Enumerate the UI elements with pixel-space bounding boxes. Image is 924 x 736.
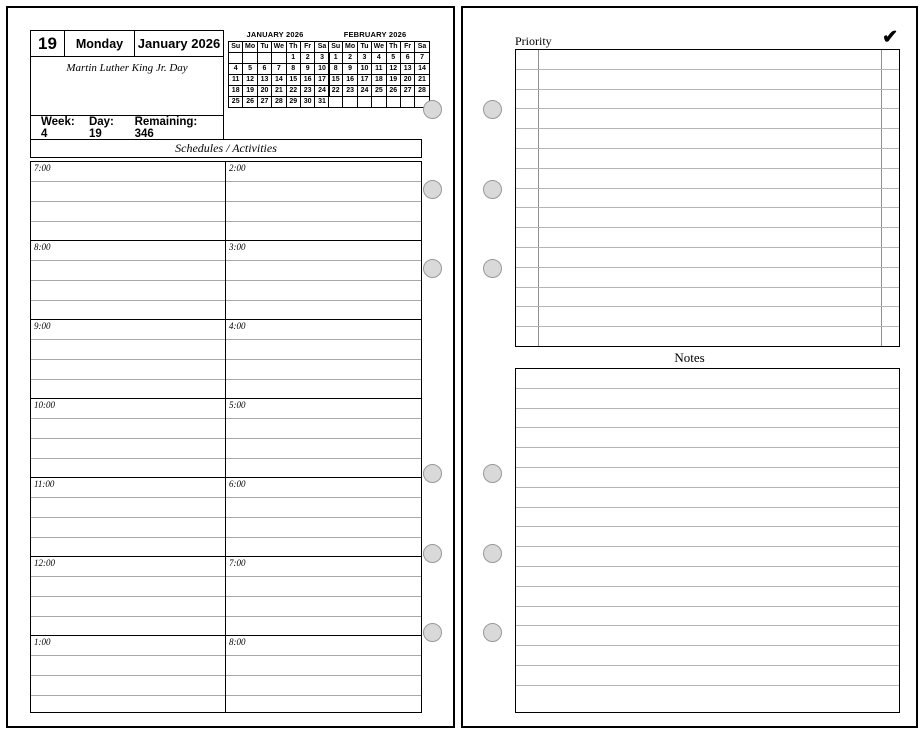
mini-day-cell[interactable]: 26 xyxy=(386,86,400,97)
mini-calendar-week-row xyxy=(229,97,330,108)
mini-day-cell[interactable]: 6 xyxy=(257,64,271,75)
hour-rule xyxy=(31,596,225,597)
binder-ring xyxy=(423,464,442,483)
note-row[interactable] xyxy=(516,587,899,607)
mini-day-cell xyxy=(386,97,400,108)
hour-rule xyxy=(31,221,225,222)
schedule-column-morning xyxy=(31,162,226,712)
week-day-remaining xyxy=(31,115,223,139)
mini-day-cell[interactable]: 4 xyxy=(372,53,386,64)
mini-calendar-week-row xyxy=(229,86,330,97)
hour-rule xyxy=(226,695,421,696)
mini-day-cell[interactable]: 31 xyxy=(315,97,329,108)
mini-day-cell[interactable]: 6 xyxy=(400,53,414,64)
week-label: Week: 4 xyxy=(41,115,75,140)
mini-day-cell[interactable]: 16 xyxy=(343,75,357,86)
hour-block[interactable] xyxy=(31,478,225,557)
weekday-tu: Tu xyxy=(257,42,271,53)
hour-block[interactable] xyxy=(226,478,421,557)
mini-day-cell[interactable]: 11 xyxy=(229,75,243,86)
priority-row[interactable] xyxy=(516,90,899,110)
priority-list[interactable] xyxy=(515,49,900,347)
mini-day-cell xyxy=(372,97,386,108)
weekday-fr: Fr xyxy=(400,42,414,53)
weekday-su: Su xyxy=(329,42,343,53)
header-blank-area[interactable] xyxy=(31,79,223,115)
mini-day-cell[interactable]: 7 xyxy=(415,53,429,64)
weekday-fr: Fr xyxy=(300,42,314,53)
mini-day-cell[interactable]: 5 xyxy=(243,64,257,75)
mini-day-cell[interactable]: 30 xyxy=(300,97,314,108)
weekday-th: Th xyxy=(286,42,300,53)
mini-day-cell[interactable]: 8 xyxy=(329,64,343,75)
priority-row[interactable] xyxy=(516,70,899,90)
binder-ring xyxy=(483,623,502,642)
hour-label: 10:00 xyxy=(34,400,55,410)
mini-day-cell[interactable]: 14 xyxy=(272,75,286,86)
left-page xyxy=(6,6,455,728)
mini-calendar-week-row xyxy=(229,53,330,64)
mini-day-cell[interactable] xyxy=(272,53,286,64)
day-of-year-label: Day: 19 xyxy=(88,115,114,140)
mini-day-cell[interactable]: 19 xyxy=(386,75,400,86)
mini-day-cell[interactable]: 1 xyxy=(286,53,300,64)
hour-rule xyxy=(31,418,225,419)
note-row[interactable] xyxy=(516,428,899,448)
mini-day-cell[interactable]: 21 xyxy=(415,75,429,86)
hour-rule xyxy=(31,280,225,281)
mini-day-cell[interactable]: 18 xyxy=(372,75,386,86)
mini-day-cell[interactable]: 4 xyxy=(229,64,243,75)
priority-row[interactable] xyxy=(516,327,899,347)
mini-day-cell[interactable]: 14 xyxy=(415,64,429,75)
mini-day-cell[interactable]: 13 xyxy=(257,75,271,86)
binder-ring xyxy=(423,259,442,278)
month-year: January 2026 xyxy=(137,36,221,51)
mini-day-cell[interactable] xyxy=(257,53,271,64)
hour-rule xyxy=(31,181,225,182)
mini-calendar-weekday-row xyxy=(329,42,430,53)
note-row[interactable] xyxy=(516,448,899,468)
day-header xyxy=(30,30,224,140)
mini-day-cell xyxy=(329,97,343,108)
hour-rule xyxy=(31,517,225,518)
right-page xyxy=(461,6,918,728)
note-row[interactable] xyxy=(516,488,899,508)
mini-day-cell[interactable]: 5 xyxy=(386,53,400,64)
hour-rule xyxy=(31,458,225,459)
hour-label: 8:00 xyxy=(229,637,246,647)
mini-day-cell[interactable]: 28 xyxy=(415,86,429,97)
hour-rule xyxy=(31,675,225,676)
mini-calendar-week-row xyxy=(229,75,330,86)
mini-calendar-week-row xyxy=(329,53,430,64)
mini-day-cell[interactable] xyxy=(229,53,243,64)
mini-day-cell xyxy=(357,97,371,108)
mini-calendar-title: JANUARY 2026 xyxy=(246,30,304,39)
mini-day-cell[interactable]: 9 xyxy=(300,64,314,75)
hour-rule xyxy=(226,438,421,439)
priority-row[interactable] xyxy=(516,109,899,129)
hour-rule xyxy=(31,359,225,360)
hour-rule xyxy=(226,576,421,577)
hour-rule xyxy=(31,379,225,380)
priority-row[interactable] xyxy=(516,129,899,149)
mini-day-cell[interactable]: 27 xyxy=(400,86,414,97)
notes-list[interactable] xyxy=(515,368,900,713)
hour-rule xyxy=(226,517,421,518)
hour-block[interactable] xyxy=(31,241,225,320)
note-row[interactable] xyxy=(516,508,899,528)
hour-rule xyxy=(226,339,421,340)
hour-block[interactable] xyxy=(31,557,225,636)
mini-day-cell[interactable]: 12 xyxy=(386,64,400,75)
hour-rule xyxy=(226,616,421,617)
weekday-th: Th xyxy=(386,42,400,53)
mini-calendars xyxy=(228,30,427,108)
note-row[interactable] xyxy=(516,666,899,686)
hour-rule xyxy=(226,418,421,419)
hour-rule xyxy=(31,260,225,261)
weekday-mo: Mo xyxy=(343,42,357,53)
hour-rule xyxy=(31,695,225,696)
day-header-top xyxy=(31,31,223,57)
mini-calendar-grid xyxy=(328,41,430,108)
note-row[interactable] xyxy=(516,468,899,488)
mini-day-cell[interactable]: 15 xyxy=(286,75,300,86)
note-row[interactable] xyxy=(516,646,899,666)
binder-ring xyxy=(423,544,442,563)
mini-day-cell[interactable]: 16 xyxy=(300,75,314,86)
mini-day-cell[interactable]: 18 xyxy=(229,86,243,97)
note-row[interactable] xyxy=(516,369,899,389)
binder-ring xyxy=(423,180,442,199)
hour-rule xyxy=(226,260,421,261)
hour-rule xyxy=(226,201,421,202)
binder-ring xyxy=(483,464,502,483)
hour-rule xyxy=(31,497,225,498)
mini-day-cell[interactable]: 13 xyxy=(400,64,414,75)
priority-row[interactable] xyxy=(516,50,899,70)
hour-label: 11:00 xyxy=(34,479,55,489)
hour-rule xyxy=(31,201,225,202)
notes-title: Notes xyxy=(674,350,705,365)
mini-calendar-week-row xyxy=(329,97,430,108)
mini-calendar-week-row xyxy=(329,86,430,97)
mini-day-cell[interactable]: 23 xyxy=(343,86,357,97)
hour-block[interactable] xyxy=(226,557,421,636)
hour-block[interactable] xyxy=(31,636,225,715)
hour-label: 9:00 xyxy=(34,321,51,331)
hour-block[interactable] xyxy=(31,162,225,241)
hour-block[interactable] xyxy=(226,399,421,478)
mini-day-cell[interactable]: 8 xyxy=(286,64,300,75)
mini-day-cell[interactable] xyxy=(243,53,257,64)
mini-day-cell[interactable]: 24 xyxy=(315,86,329,97)
hour-rule xyxy=(31,438,225,439)
mini-day-cell[interactable]: 15 xyxy=(329,75,343,86)
binder-ring xyxy=(423,623,442,642)
binder-ring xyxy=(483,100,502,119)
mini-day-cell[interactable]: 24 xyxy=(357,86,371,97)
weekday-tu: Tu xyxy=(357,42,371,53)
hour-rule xyxy=(226,458,421,459)
priority-row[interactable] xyxy=(516,288,899,308)
hour-label: 4:00 xyxy=(229,321,246,331)
checkmark-icon: ✔ xyxy=(882,27,898,48)
remaining-days-label: Remaining: 346 xyxy=(134,115,198,140)
hour-block[interactable] xyxy=(226,636,421,715)
mini-day-cell[interactable]: 25 xyxy=(372,86,386,97)
day-name: Monday xyxy=(65,31,135,56)
hour-label: 5:00 xyxy=(229,400,246,410)
mini-day-cell[interactable]: 17 xyxy=(357,75,371,86)
mini-day-cell[interactable]: 12 xyxy=(243,75,257,86)
mini-day-cell[interactable]: 10 xyxy=(357,64,371,75)
schedules-activities-title: Schedules / Activities xyxy=(30,139,422,158)
note-row[interactable] xyxy=(516,389,899,409)
hour-rule xyxy=(226,379,421,380)
hour-block[interactable] xyxy=(226,320,421,399)
hour-label: 3:00 xyxy=(229,242,246,252)
hour-rule xyxy=(31,339,225,340)
weekday-mo: Mo xyxy=(243,42,257,53)
mini-day-cell[interactable]: 22 xyxy=(286,86,300,97)
holiday-label: Martin Luther King Jr. Day xyxy=(66,62,188,74)
priority-row[interactable] xyxy=(516,268,899,288)
mini-calendar-grid xyxy=(228,41,330,108)
mini-calendar-title: FEBRUARY 2026 xyxy=(343,30,407,39)
mini-calendar-week-row xyxy=(329,64,430,75)
mini-day-cell[interactable]: 9 xyxy=(343,64,357,75)
hour-label: 7:00 xyxy=(34,163,51,173)
schedule-column-afternoon xyxy=(226,162,421,712)
mini-day-cell[interactable]: 2 xyxy=(300,53,314,64)
priority-title: Priority xyxy=(515,34,552,48)
hour-rule xyxy=(31,300,225,301)
hour-rule xyxy=(226,181,421,182)
mini-day-cell[interactable]: 10 xyxy=(315,64,329,75)
mini-day-cell[interactable]: 29 xyxy=(286,97,300,108)
mini-day-cell[interactable]: 27 xyxy=(257,97,271,108)
hour-rule xyxy=(226,359,421,360)
mini-calendar-week-row xyxy=(229,64,330,75)
priority-row[interactable] xyxy=(516,149,899,169)
priority-row[interactable] xyxy=(516,248,899,268)
note-row[interactable] xyxy=(516,686,899,706)
mini-day-cell xyxy=(343,97,357,108)
hour-rule xyxy=(31,655,225,656)
priority-row[interactable] xyxy=(516,307,899,327)
priority-row[interactable] xyxy=(516,169,899,189)
note-row[interactable] xyxy=(516,607,899,627)
hour-rule xyxy=(226,596,421,597)
hour-label: 6:00 xyxy=(229,479,246,489)
binder-ring xyxy=(483,180,502,199)
note-row[interactable] xyxy=(516,547,899,567)
mini-calendar-february xyxy=(328,30,427,108)
priority-row[interactable] xyxy=(516,208,899,228)
mini-day-cell[interactable]: 20 xyxy=(257,86,271,97)
mini-day-cell[interactable]: 3 xyxy=(357,53,371,64)
hour-rule xyxy=(226,675,421,676)
hour-rule xyxy=(226,655,421,656)
priority-row[interactable] xyxy=(516,228,899,248)
mini-day-cell xyxy=(400,97,414,108)
hour-rule xyxy=(226,537,421,538)
schedule-grid xyxy=(30,161,422,713)
hour-label: 2:00 xyxy=(229,163,246,173)
mini-day-cell[interactable]: 7 xyxy=(272,64,286,75)
hour-label: 8:00 xyxy=(34,242,51,252)
mini-day-cell[interactable]: 2 xyxy=(343,53,357,64)
mini-day-cell[interactable]: 28 xyxy=(272,97,286,108)
hour-block[interactable] xyxy=(31,399,225,478)
note-row[interactable] xyxy=(516,567,899,587)
mini-day-cell[interactable]: 17 xyxy=(315,75,329,86)
mini-calendar-january xyxy=(228,30,327,108)
hour-block[interactable] xyxy=(226,241,421,320)
hour-rule xyxy=(226,300,421,301)
hour-label: 7:00 xyxy=(229,558,246,568)
hour-block[interactable] xyxy=(31,320,225,399)
day-number: 19 xyxy=(31,31,65,56)
hour-rule xyxy=(226,221,421,222)
hour-rule xyxy=(226,497,421,498)
mini-calendar-weekday-row xyxy=(229,42,330,53)
weekday-sa: Sa xyxy=(315,42,329,53)
mini-day-cell[interactable]: 1 xyxy=(329,53,343,64)
weekday-su: Su xyxy=(229,42,243,53)
mini-day-cell[interactable]: 20 xyxy=(400,75,414,86)
note-row[interactable] xyxy=(516,626,899,646)
mini-day-cell[interactable]: 26 xyxy=(243,97,257,108)
mini-day-cell[interactable]: 11 xyxy=(372,64,386,75)
weekday-sa: Sa xyxy=(415,42,429,53)
mini-day-cell[interactable]: 25 xyxy=(229,97,243,108)
mini-day-cell[interactable]: 22 xyxy=(329,86,343,97)
binder-ring xyxy=(423,100,442,119)
binder-ring xyxy=(483,544,502,563)
binder-ring xyxy=(483,259,502,278)
hour-label: 12:00 xyxy=(34,558,55,568)
hour-label: 1:00 xyxy=(34,637,51,647)
weekday-we: We xyxy=(272,42,286,53)
note-row[interactable] xyxy=(516,527,899,547)
mini-day-cell[interactable]: 21 xyxy=(272,86,286,97)
priority-row[interactable] xyxy=(516,189,899,209)
mini-day-cell[interactable]: 19 xyxy=(243,86,257,97)
hour-rule xyxy=(31,616,225,617)
mini-day-cell[interactable]: 3 xyxy=(315,53,329,64)
hour-rule xyxy=(226,280,421,281)
weekday-we: We xyxy=(372,42,386,53)
hour-rule xyxy=(31,576,225,577)
mini-day-cell[interactable]: 23 xyxy=(300,86,314,97)
mini-calendar-week-row xyxy=(329,75,430,86)
hour-block[interactable] xyxy=(226,162,421,241)
hour-rule xyxy=(31,537,225,538)
note-row[interactable] xyxy=(516,409,899,429)
